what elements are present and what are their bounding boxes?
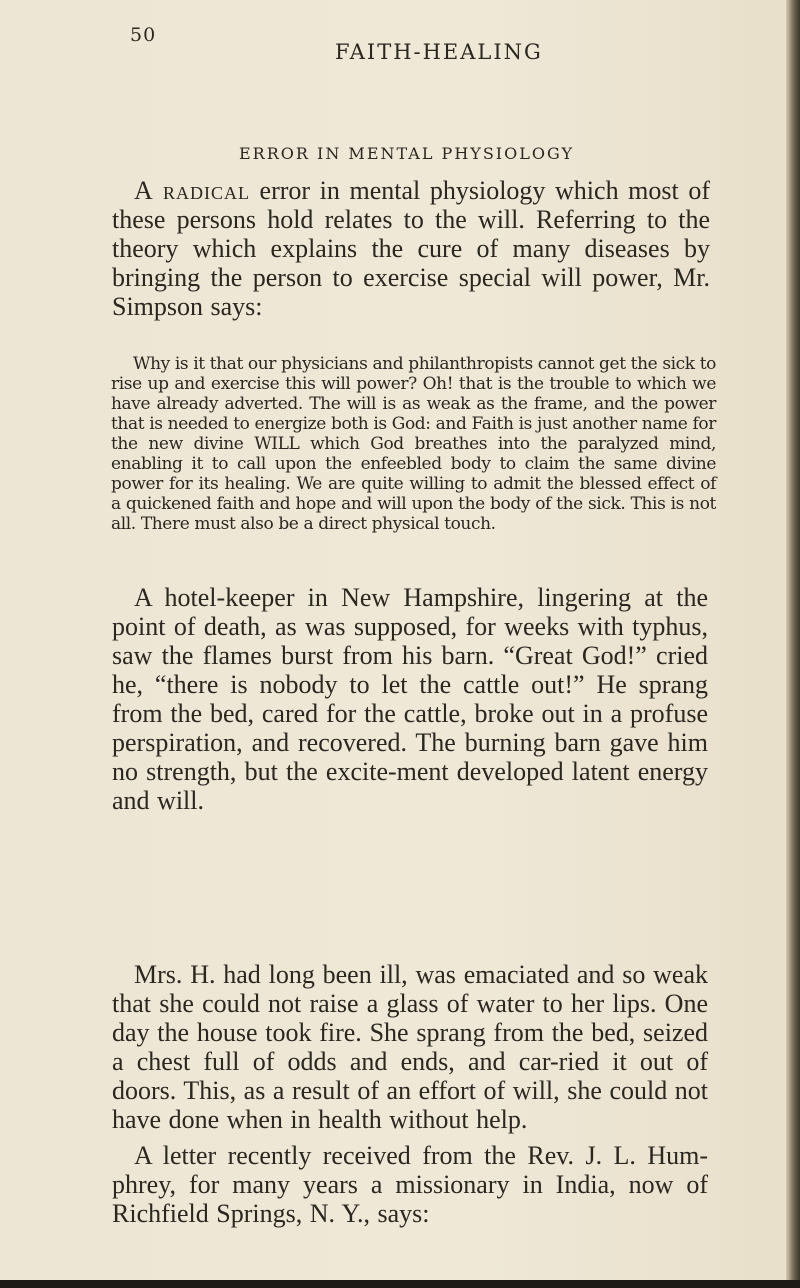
page-number: 50 — [130, 24, 157, 46]
section-heading: ERROR IN MENTAL PHYSIOLOGY — [239, 144, 575, 163]
paragraph-radical-error — [112, 176, 710, 321]
paragraph-body: error in mental physiology which most of these persons hold relates to the will. Referring to the theory which explains the cure of many diseases by bringing the person to exercise special will power, Mr. Simpson says: — [112, 176, 710, 321]
paragraph-hotel-keeper: A hotel-keeper in New Hampshire, lingering at the point of death, as was supposed, for weeks with typhus, saw the flames burst from his barn. “Great God!” cried he, “there is nobody to let the cattle out!” He sprang from the bed, cared for the cattle, broke out in a profuse perspiration, and recovered. The burning barn gave him no strength, but the excite-ment developed latent energy and will. — [112, 583, 708, 815]
block-quote-simpson: Why is it that our physicians and philanthropists cannot get the sick to rise up and exercise this will power? Oh! that is the trouble to which we have already adverted. The will is as weak as the frame, and the power that is needed to energize both is God: and Faith is just another name for the new divine WILL which God breathes into the paralyzed mind, enabling it to call upon the enfeebled body to claim the same divine power for its healing. We are quite willing to admit the blessed effect of a quickened faith and hope and will upon the body of the sick. This is not all. There must also be a direct physical touch. — [111, 354, 716, 534]
running-head-title: FAITH-HEALING — [335, 40, 543, 64]
paragraph-mrs-h: Mrs. H. had long been ill, was emaciated and so weak that she could not raise a glass of water to her lips. One day the house took fire. She sprang from the bed, seized a chest full of odds and ends, and car-ried it out of doors. This, as a result of an effort of will, she could not have done when in health without help. — [112, 960, 708, 1134]
paragraph-lead-words: A radical — [134, 176, 250, 205]
page-bottom-edge — [0, 1280, 800, 1288]
page-edge-shadow — [786, 0, 800, 1288]
paragraph-letter-humphrey: A letter recently received from the Rev. J. L. Hum-phrey, for many years a missionary in India, now of Richfield Springs, N. Y., says: — [112, 1141, 708, 1228]
